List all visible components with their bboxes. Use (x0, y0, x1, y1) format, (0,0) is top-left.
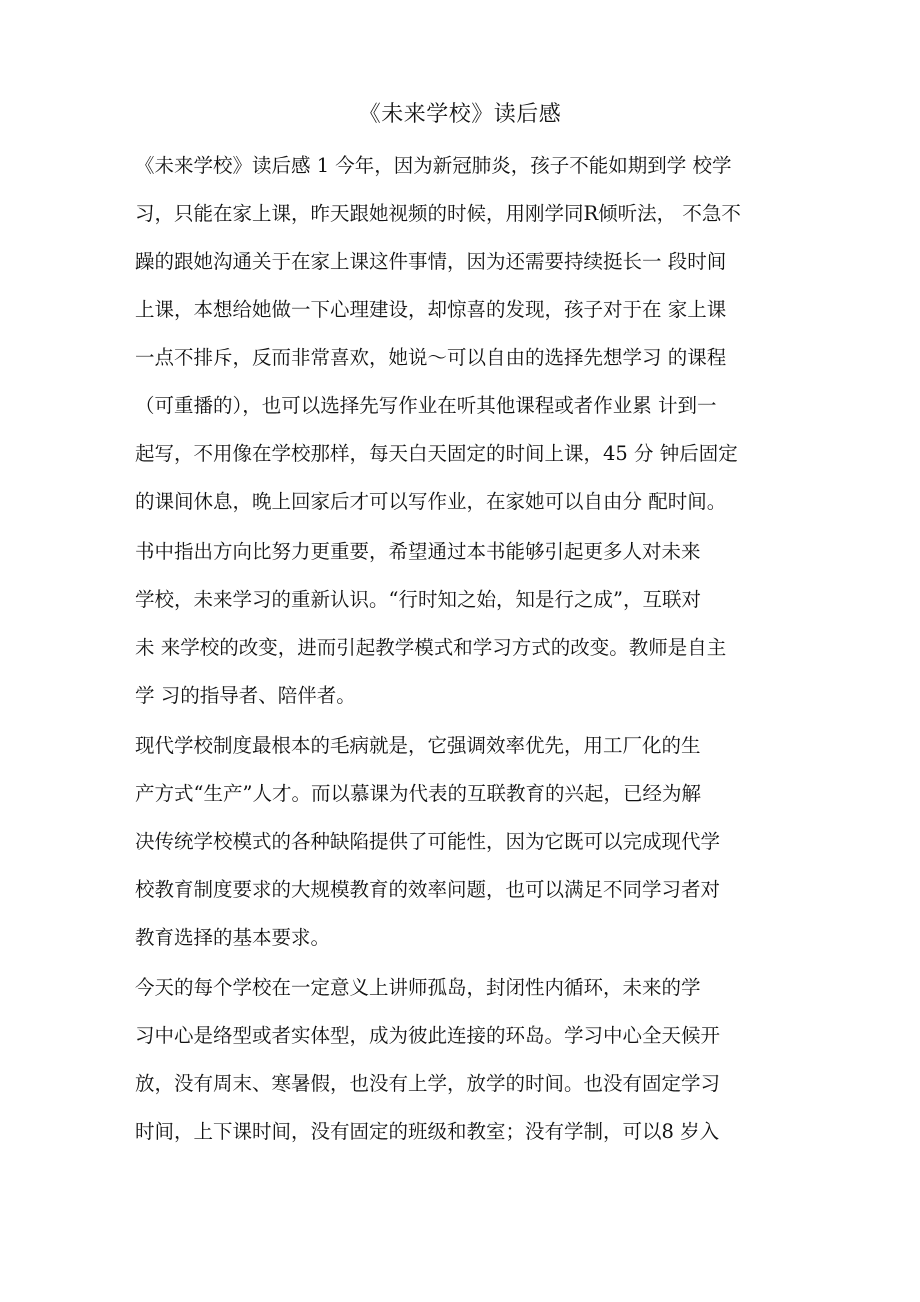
text-line: 一点不排斥，反而非常喜欢，她说〜可以自由的选择先想学习 的课程 (135, 346, 727, 369)
paragraph (135, 964, 800, 1156)
document-body (135, 142, 800, 1156)
text-line: 学 习的指导者、陪伴者。 (135, 684, 356, 707)
text-line: 的课间休息，晚上回家后才可以写作业，在家她可以自由分 配时间。 (135, 490, 727, 513)
text-line: 躁的跟她沟通关于在家上课这件事情，因为还需要持续挺长一 段时间 (135, 250, 727, 273)
text-line: 习，只能在家上课，昨天跟她视频的时候，用刚学同R倾听法， 不急不 (135, 202, 741, 225)
paragraph (135, 142, 800, 526)
paragraph (135, 722, 800, 962)
text-line: （可重播的），也可以选择先写作业在听其他课程或者作业累 计到一 (135, 394, 717, 417)
text-line: 校教育制度要求的大规模教育的效率问题，也可以满足不同学习者对 (135, 878, 721, 901)
text-line: 决传统学校模式的各种缺陷提供了可能性，因为它既可以完成现代学 (135, 830, 721, 853)
text-line: 《未来学校》读后感 1 今年，因为新冠肺炎，孩子不能如期到学 校学 (135, 154, 732, 177)
paragraph (135, 528, 800, 720)
text-line: 书中指出方向比努力更重要，希望通过本书能够引起更多人对未来 (135, 540, 701, 563)
text-line: 时间，上下课时间，没有固定的班级和教室；没有学制，可以8 岁入 (135, 1120, 720, 1143)
text-line: 放，没有周末、寒暑假，也没有上学，放学的时间。也没有固定学习 (135, 1072, 721, 1095)
text-line: 未 来学校的改变，进而引起教学模式和学习方式的改变。教师是自主 (135, 636, 727, 659)
text-line: 上课，本想给她做一下心理建设，却惊喜的发现，孩子对于在 家上课 (135, 298, 727, 321)
text-line: 今天的每个学校在一定意义上讲师孤岛，封闭性内循环，未来的学 (135, 976, 701, 999)
document-title: 《未来学校》读后感 (358, 102, 562, 127)
text-line: 起写，不用像在学校那样，每天白天固定的时间上课，45 分 钟后固定 (135, 442, 738, 465)
text-line: 学校，未来学习的重新认识。“行时知之始，知是行之成”，互联对 (135, 588, 701, 611)
text-line: 教育选择的基本要求。 (135, 926, 331, 949)
text-line: 习中心是络型或者实体型，成为彼此连接的环岛。学习中心全天候开 (135, 1024, 721, 1047)
text-line: 产方式“生产”人才。而以慕课为代表的互联教育的兴起，已经为解 (135, 782, 701, 805)
text-line: 现代学校制度最根本的毛病就是，它强调效率优先，用工厂化的生 (135, 734, 701, 757)
